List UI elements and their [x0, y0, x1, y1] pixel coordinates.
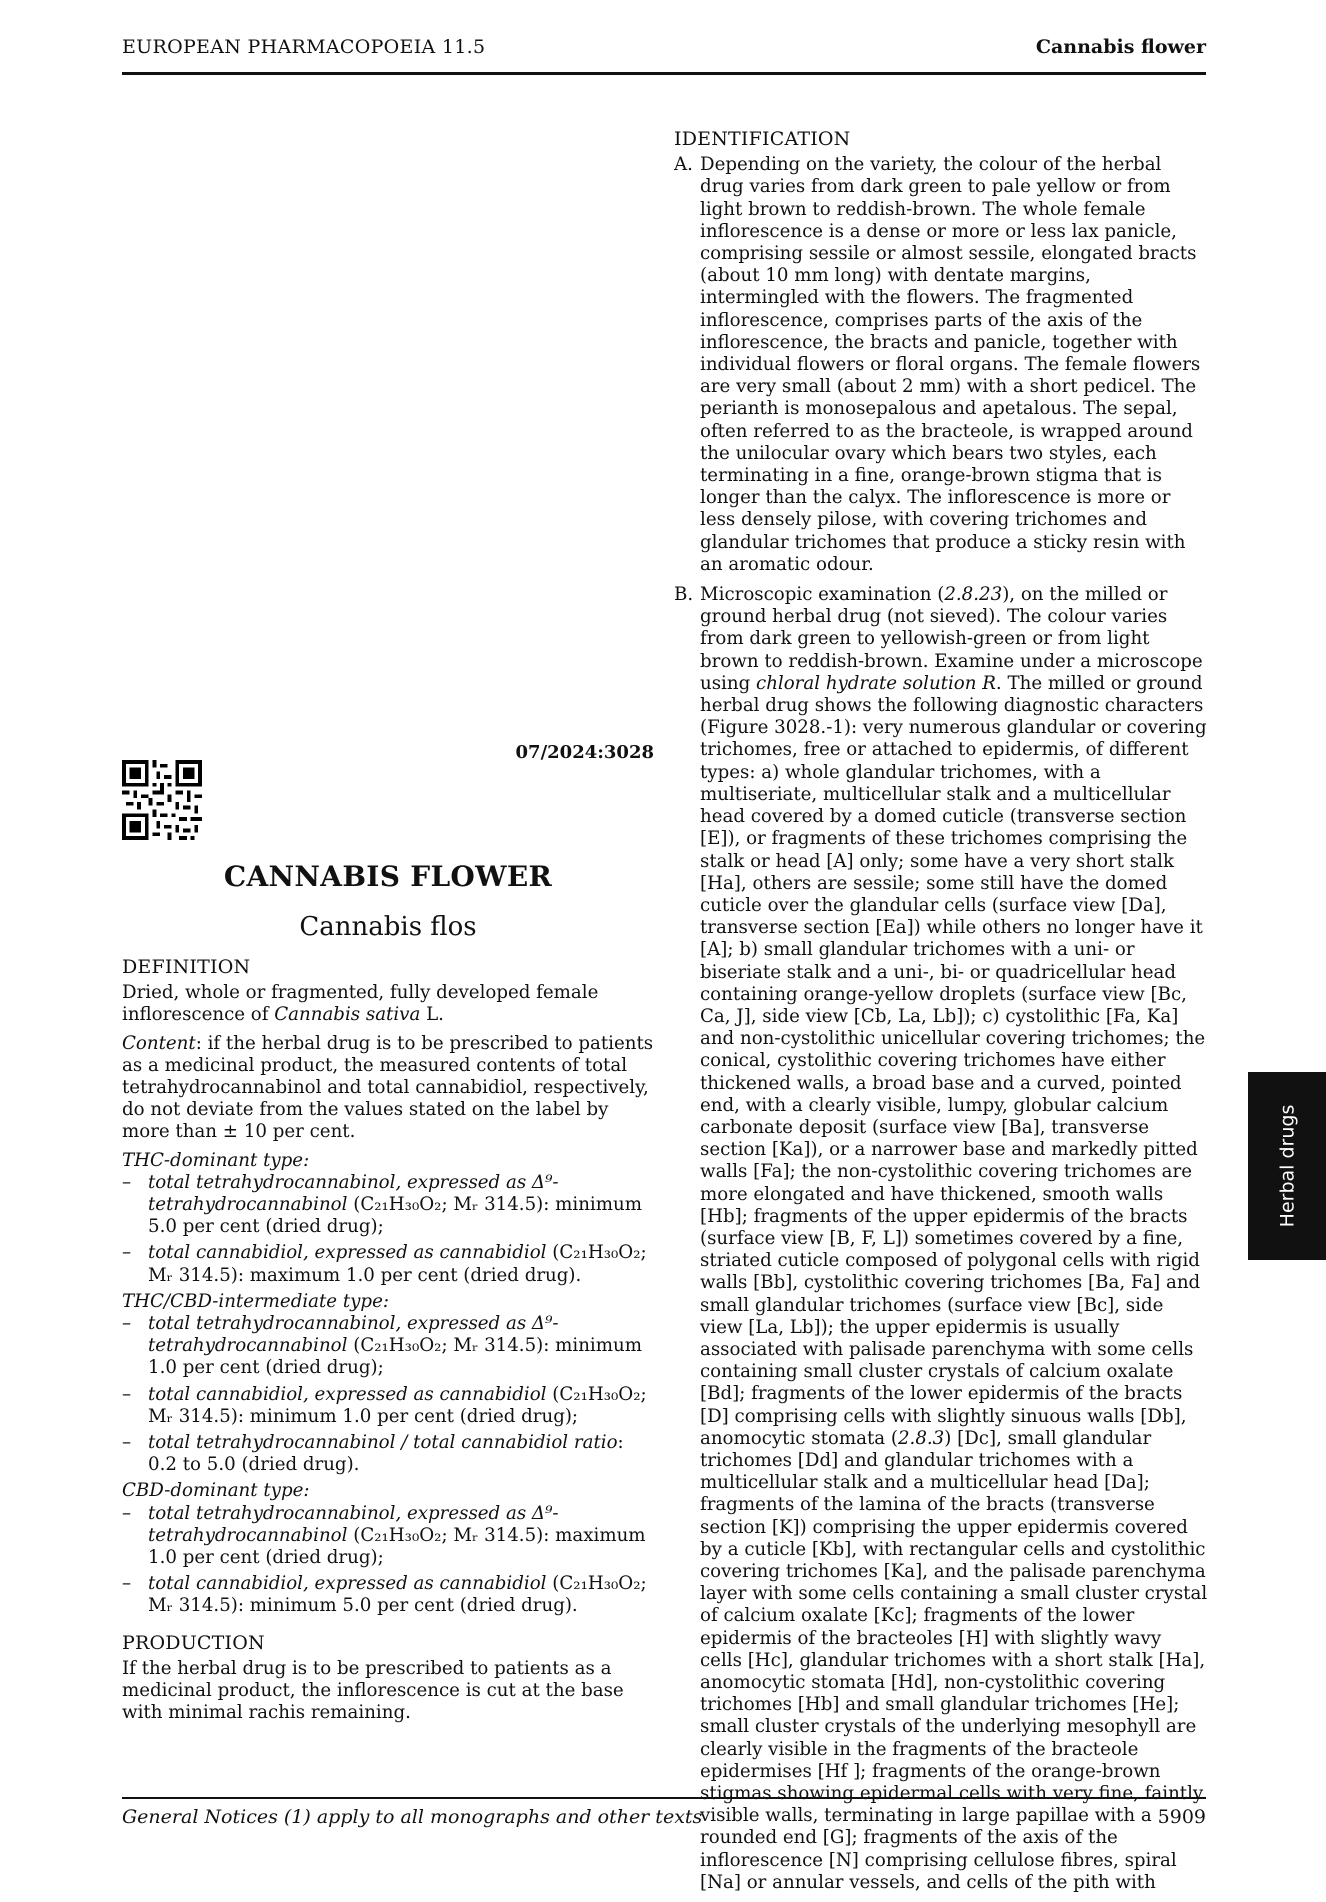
footer-notice: General Notices (1) apply to all monographs and other texts: [122, 1806, 703, 1828]
test-label: B.: [674, 584, 694, 606]
method-reference: 2.8.23: [944, 584, 1003, 606]
definition-intro: Dried, whole or fragmented, fully developed female inflorescence of Cannabis sativa L.: [122, 982, 599, 1026]
species-name: Cannabis sativa: [274, 1004, 421, 1026]
type-item: – total tetrahydrocannabinol, expressed as Δ⁹-tetrahydrocannabinol (C₂₁H₃₀O₂; Mᵣ 314.5): maximum 1.0 per cent (dried drug);: [122, 1503, 654, 1570]
page-number: 5909: [1157, 1806, 1206, 1828]
header-rule: [122, 72, 1206, 75]
content-label: Content: [122, 1032, 196, 1054]
production-text: If the herbal drug is to be prescribed to patients as a medicinal product, the inflorescence is cut at the base with minimal rachis remaining.: [122, 1657, 624, 1724]
monograph-latin-name: Cannabis flos: [299, 912, 477, 942]
identification-test-a: [674, 154, 1208, 576]
type-item: – total tetrahydrocannabinol / total cannabidiol ratio: 0.2 to 5.0 (dried drug).: [122, 1432, 654, 1476]
type-item: – total cannabidiol, expressed as cannabidiol (C₂₁H₃₀O₂; Mᵣ 314.5): minimum 5.0 per cent (dried drug).: [122, 1573, 654, 1617]
qr-code-icon: [122, 760, 202, 840]
monograph-title: CANNABIS FLOWER: [223, 860, 553, 893]
footer-rule: [122, 1797, 1206, 1799]
reagent-name: chloral hydrate solution R: [756, 672, 996, 694]
definition-content: Content: if the herbal drug is to be prescribed to patients as a medicinal product, the measured contents of total tetrahydrocannabinol and total cannabidiol, respectively, do not deviate from the values stated on the label by more than ± 10 per cent.: [122, 1032, 654, 1143]
production-heading: PRODUCTION: [122, 1631, 265, 1654]
test-label: A.: [674, 154, 693, 176]
left-column: [122, 956, 654, 1731]
section-side-tab: [1248, 1072, 1326, 1260]
identification-test-b: B. Microscopic examination (2.8.23), on the milled or ground herbal drug (not sieved). The colour varies from dark green to yellowish-green or from light brown to reddish-brown. Examine under a microscope using chloral hydrate solution R. The milled or ground herbal drug shows the following diagnostic characters (Figure 3028.-1): very numerous glandular or covering trichomes, free or attached to epidermis, of different types: a) whole glandular trichomes, with a multiseriate, multicellular stalk and a multicellular head covered by a domed cuticle (transverse section [E]), or fragments of these trichomes comprising the stalk or head [A] only; some have a very short stalk [Ha], others are sessile; some still have the domed cuticle over the glandular cells (surface view [Da], transverse section [Ea]) while others no longer have it [A]; b) small glandular trichomes with a uni- or biseriate stalk and a uni-, bi- or quadricellular head containing orange-yellow droplets (surface view [Bc, Ca, J], side view [Cb, La, Lb]); c) cystolithic [Fa, Ka] and non-cystolithic unicellular covering trichomes; the conical, cystolithic covering trichomes have either thickened walls, a broad base and a curved, pointed end, with a clearly visible, lumpy, globular calcium carbonate deposit (surface view [Ba], transverse section [Ka]), or a narrower base and markedly pitted walls [Fa]; the non-cystolithic covering trichomes are more elongated and have thickened, smooth walls [Hb]; fragments of the upper epidermis of the bracts (surface view [B, F, L]) sometimes covered by a fine, striated cuticle composed of polygonal cells with rigid walls [Bb], cystolithic covering trichomes [Ba, Fa] and small glandular trichomes (surface view [Bc], side view [La, Lb]); the upper epidermis is usually associated with palisade parenchyma with some cells containing small cluster crystals of calcium oxalate [Bd]; fragments of the lower epidermis of the bracts [D] comprising cells with slightly sinuous walls [Db], anomocytic stomata (2.8.3) [Dc], small glandular trichomes [Dd] and glandular trichomes with a multicellular stalk and a multicellular head [Da]; fragments of the lamina of the bracts (transverse section [K]) comprising the upper epidermis covered by a cuticle [Kb], with rectangular cells and cystolithic covering trichomes [Ka], and the palisade parenchyma layer with some cells containing a small cluster crystal of calcium oxalate [Kc]; fragments of the lower epidermis of the bracteoles [H] with slightly wavy cells [Hc], glandular trichomes with a short stalk [Ha], anomocytic stomata [Hd], non-cystolithic covering trichomes [Hb] and small glandular trichomes [He]; small cluster crystals of the underlying mesophyll are clearly visible in the fragments of the bracteole epidermises [Hf ]; fragments of the orange-brown stigmas showing epidermal cells with very fine, faintly visible walls, terminating in large papillae with a rounded end [G]; fragments of the axis of the inflorescence [N] comprising cellulose fibres, spiral [Na] or annular vessels, and cells of the pith with: [674, 584, 1208, 1893]
test-a-text: Depending on the variety, the colour of the herbal drug varies from dark green to pale yellow or from light brown to reddish-brown. The whole female inflorescence is a dense or more or less lax panicle, comprising sessile or almost sessile, elongated bracts (about 10 mm long) with dentate margins, intermingled with the flowers. The fragmented inflorescence, comprises parts of the axis of the inflorescence, the bracts and panicle, together with individual flowers or floral organs. The female flowers are very small (about 2 mm) with a short pedicel. The perianth is monosepalous and apetalous. The sepal, often referred to as the bracteole, is wrapped around the unilocular ovary which bears two styles, each terminating in a fine, orange-brown stigma that is longer than the calyx. The inflorescence is more or less densely pilose, with covering trichomes and glandular trichomes that produce a sticky resin with an aromatic odour.: [700, 154, 1201, 575]
type-item: – total cannabidiol, expressed as cannabidiol (C₂₁H₃₀O₂; Mᵣ 314.5): minimum 1.0 per cent (dried drug);: [122, 1384, 654, 1428]
type-label: THC/CBD-intermediate type:: [122, 1290, 389, 1312]
type-item: – total cannabidiol, expressed as cannabidiol (C₂₁H₃₀O₂; Mᵣ 314.5): maximum 1.0 per cent (dried drug).: [122, 1242, 654, 1286]
definition-heading: DEFINITION: [122, 956, 251, 978]
type-label: CBD-dominant type:: [122, 1480, 310, 1502]
type-item: – total tetrahydrocannabinol, expressed as Δ⁹-tetrahydrocannabinol (C₂₁H₃₀O₂; Mᵣ 314.5): minimum 1.0 per cent (dried drug);: [122, 1313, 654, 1380]
identification-heading: IDENTIFICATION: [674, 128, 851, 150]
running-header-title: EUROPEAN PHARMACOPOEIA 11.5: [122, 36, 486, 58]
type-item: – total tetrahydrocannabinol, expressed as Δ⁹-tetrahydrocannabinol (C₂₁H₃₀O₂; Mᵣ 314.5): minimum 5.0 per cent (dried drug);: [122, 1172, 654, 1239]
monograph-id: 07/2024:3028: [515, 742, 654, 763]
method-reference: 2.8.3: [897, 1427, 945, 1449]
type-label: THC-dominant type:: [122, 1149, 310, 1171]
side-tab-label: Herbal drugs: [1276, 1104, 1298, 1228]
running-header-monograph: Cannabis flower: [1035, 36, 1206, 58]
right-column: [674, 128, 1208, 1902]
